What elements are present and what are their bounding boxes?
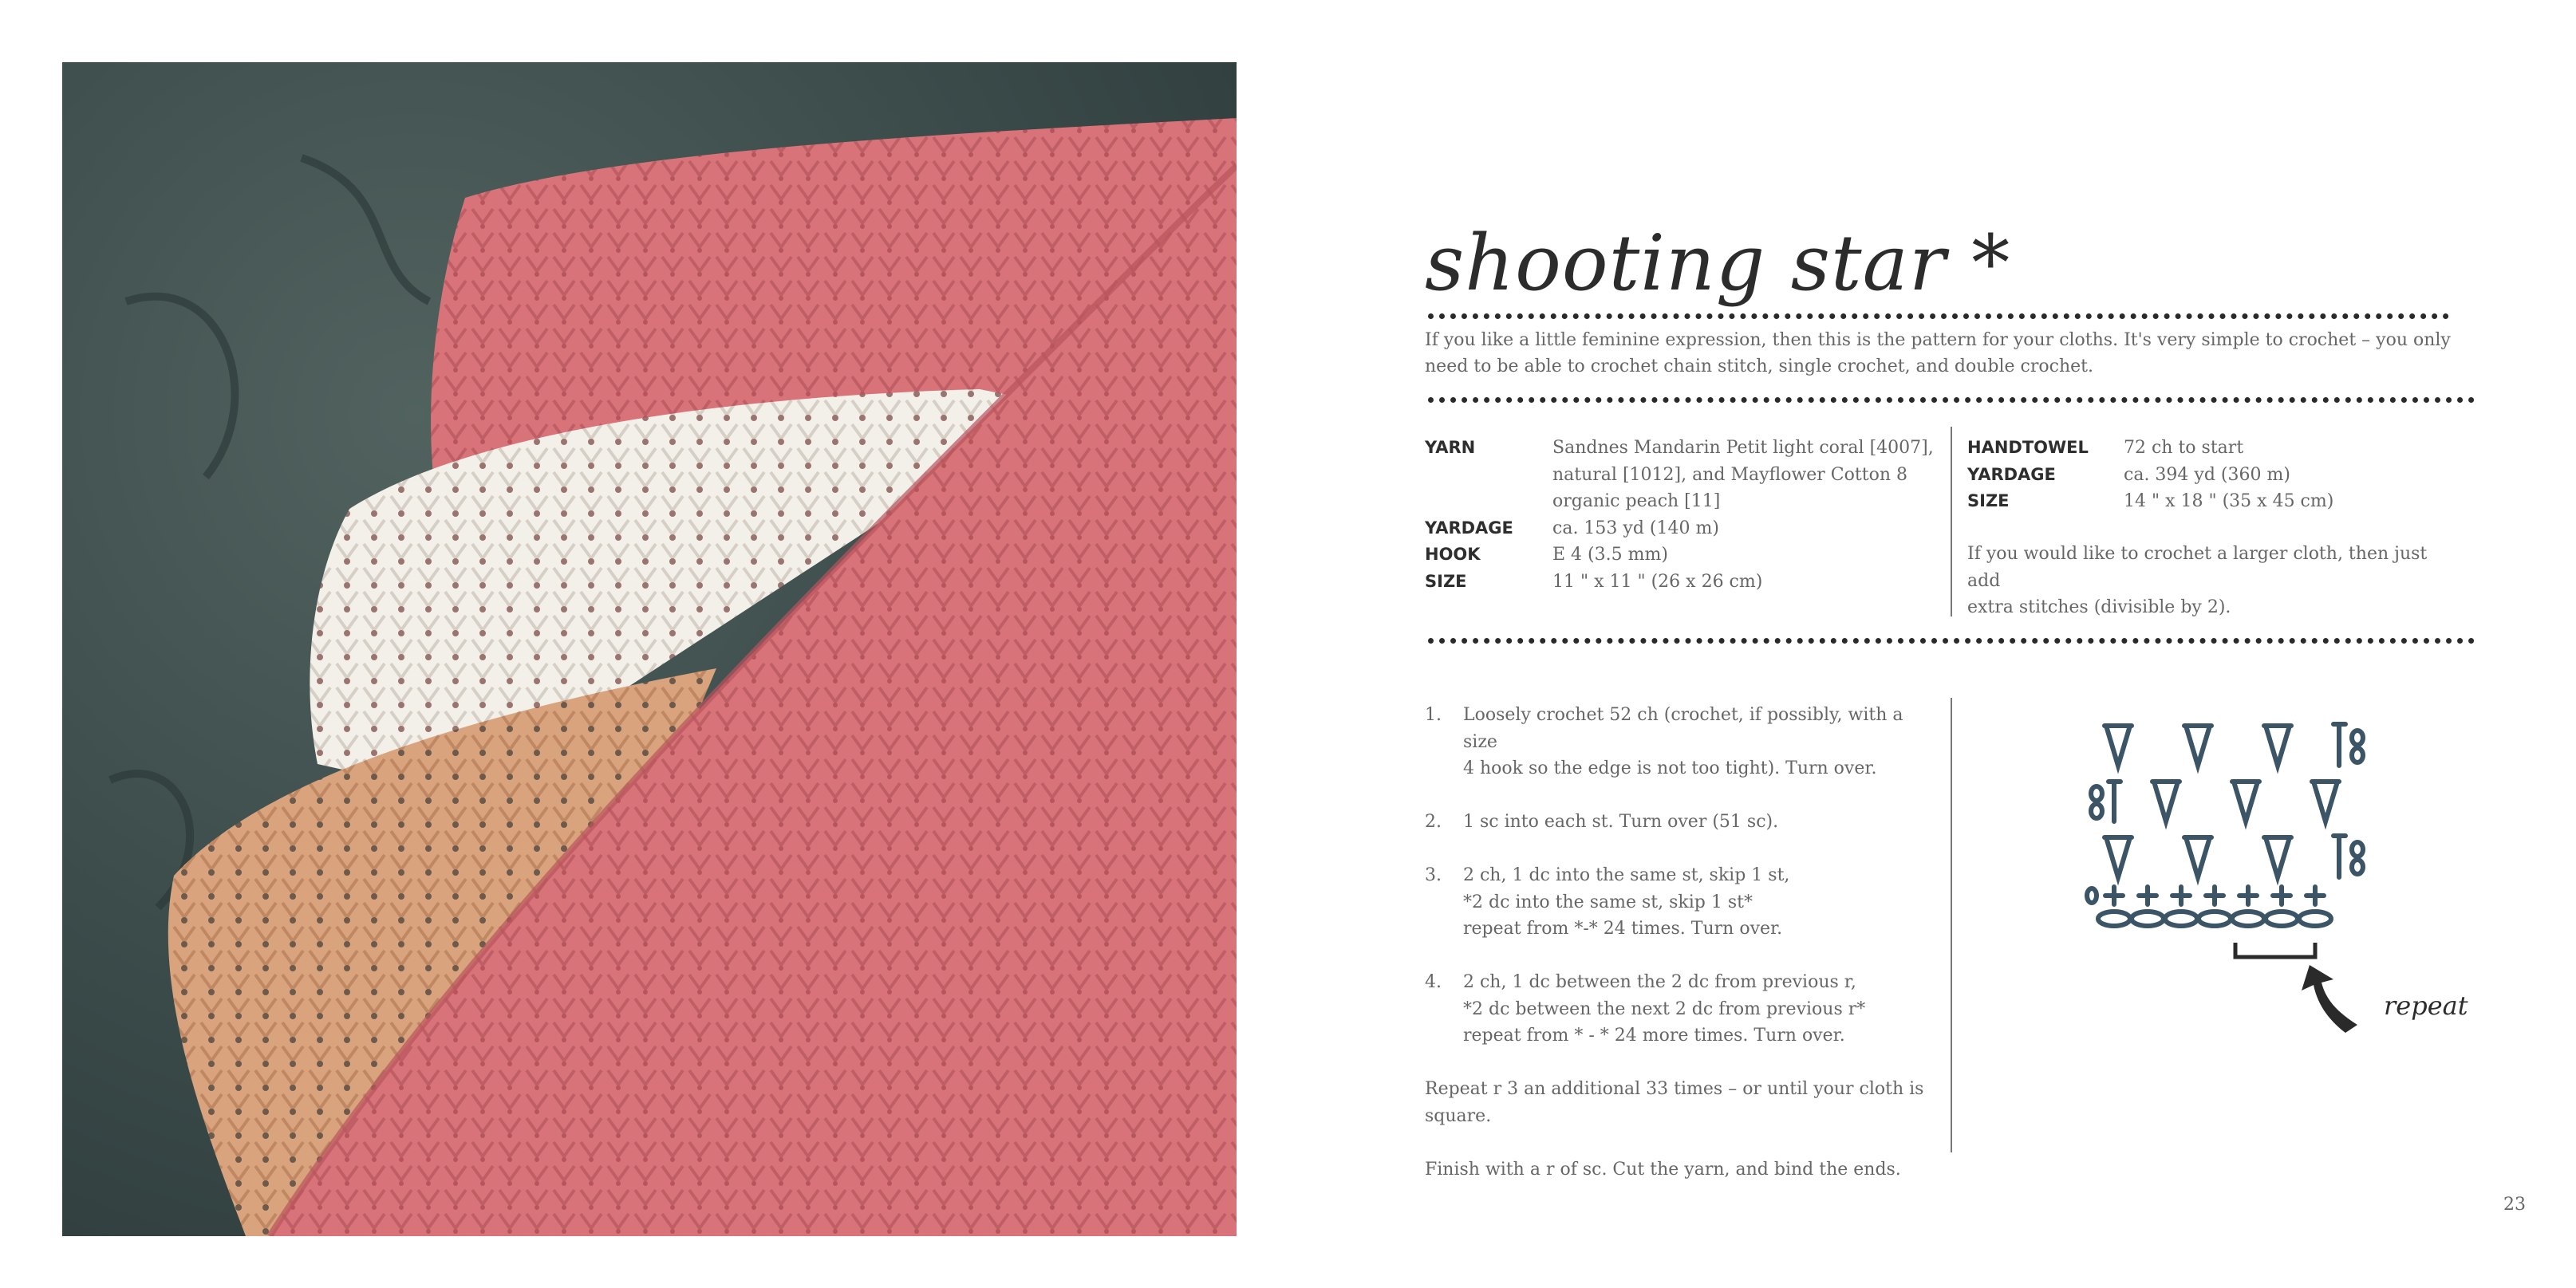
- chart-row-3: [2105, 724, 2363, 766]
- chart-row-1: [2105, 836, 2363, 877]
- chart-sc-row: [2087, 887, 2324, 904]
- spec-block-right: [1967, 435, 2462, 515]
- arrow-icon: [2302, 965, 2357, 1033]
- divider-dots-2: [1428, 638, 2475, 644]
- spec-handtowel-yardage: YARDAGE ca. 394 yd (360 m): [1967, 464, 2290, 485]
- photo-crochet-cloths: [62, 62, 1237, 1236]
- list-item: 1. Loosely crochet 52 ch (crochet, if possibly, with a size 4 hook so the edge is not too tight). Turn over.: [1425, 705, 1903, 778]
- spec-yarn: [1425, 435, 1935, 515]
- title-underline-dots: [1428, 313, 2449, 319]
- chart-row-2: [2091, 782, 2339, 821]
- repeat-label: repeat: [2384, 991, 2468, 1021]
- spec-label-yarn: YARN: [1425, 438, 1476, 457]
- cloths-illustration: [62, 62, 1237, 1236]
- spec-hook: HOOK E 4 (3.5 mm): [1425, 545, 1668, 565]
- spec-handtowel: HANDTOWEL 72 ch to start: [1967, 438, 2244, 458]
- list-item: 2. 1 sc into each st. Turn over (51 sc).: [1425, 812, 1779, 832]
- pattern-title: shooting star *: [1425, 219, 2011, 308]
- spec-divider-vertical: [1951, 427, 1952, 616]
- chart-symbols: [2087, 724, 2363, 926]
- spec-handtowel-size: SIZE 14 " x 18 " (35 x 45 cm): [1967, 491, 2334, 511]
- repeat-bracket: [2235, 943, 2315, 957]
- list-item: 4. 2 ch, 1 dc between the 2 dc from previous r, *2 dc between the next 2 dc from previous r* repeat from * - * 24 more times. Turn over.: [1425, 972, 1866, 1046]
- list-item: 3. 2 ch, 1 dc into the same st, skip 1 st, *2 dc into the same st, skip 1 st* repeat from *-* 24 times. Turn over.: [1425, 865, 1790, 939]
- instructions-divider-vertical: [1951, 698, 1952, 1152]
- divider-dots-1: [1428, 397, 2475, 403]
- repeat-instruction: Repeat r 3 an additional 33 times – or until your cloth is square.: [1425, 1079, 1924, 1126]
- spec-block-left: [1425, 435, 1935, 595]
- instructions: [1425, 702, 1927, 1210]
- larger-cloth-note: If you would like to crochet a larger cloth, then just add extra stitches (divisible by 2).: [1967, 544, 2428, 617]
- intro-text: If you like a little feminine expression, then this is the pattern for your cloths. It's very simple to crochet – you only need to be able to crochet chain stitch, single crochet, and double crochet.: [1425, 330, 2451, 376]
- spec-value-yarn: Sandnes Mandarin Petit light coral [4007], natural [1012], and Mayflower Cotton 8 organic peach [11]: [1552, 438, 1934, 511]
- chart-chain-row: [2098, 912, 2331, 926]
- finish-instruction: Finish with a r of sc. Cut the yarn, and bind the ends.: [1425, 1159, 1901, 1180]
- page-number: 23: [2503, 1195, 2526, 1215]
- spec-size: SIZE 11 " x 11 " (26 x 26 cm): [1425, 571, 1763, 592]
- spec-yardage: YARDAGE ca. 153 yd (140 m): [1425, 518, 1719, 538]
